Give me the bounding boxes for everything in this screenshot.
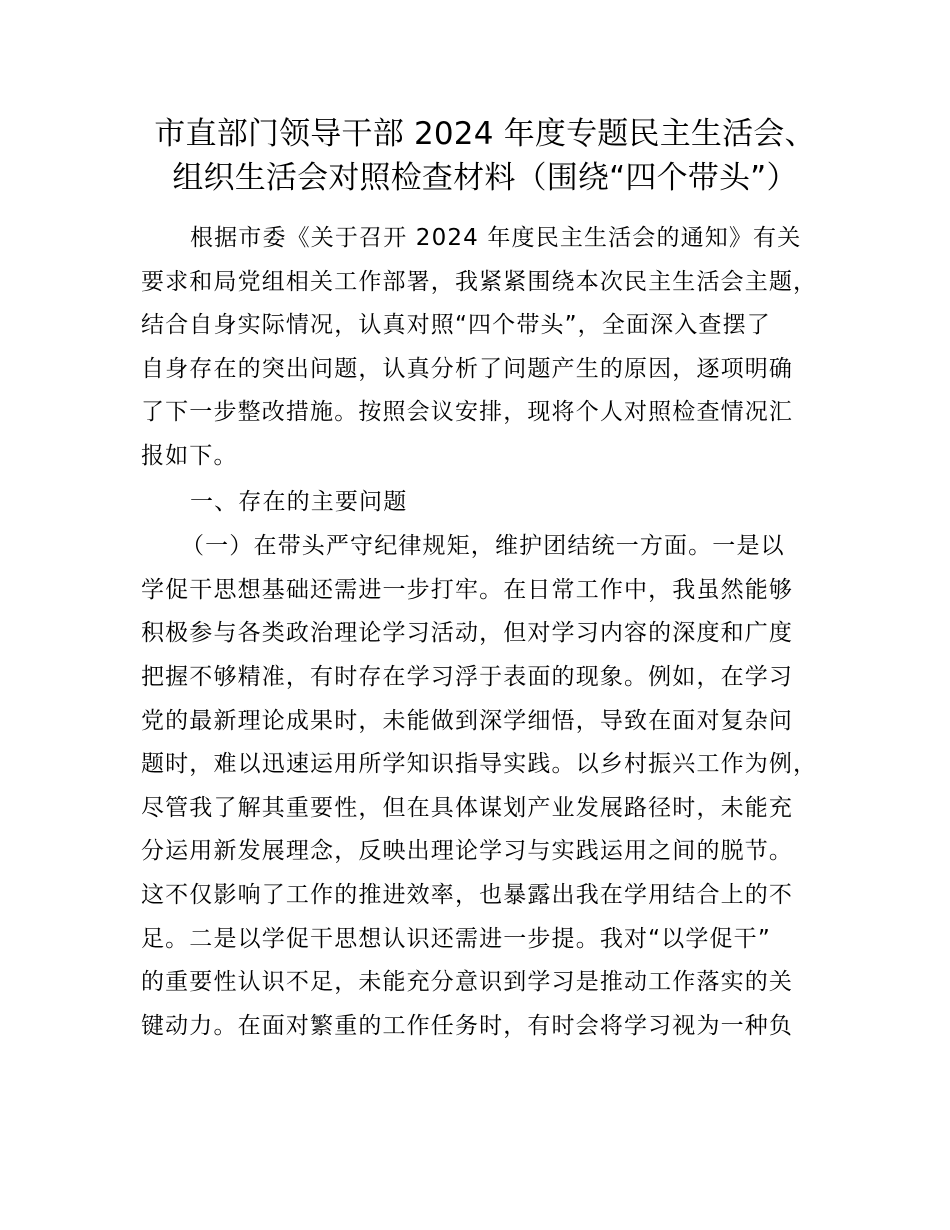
subsection-line: 把握不够精准，有时存在学习浮于表面的现象。例如，在学习 (141, 663, 794, 690)
document-title (140, 112, 830, 200)
subsection-line: 分运用新发展理念，反映出理论学习与实践运用之间的脱节。 (141, 838, 794, 865)
intro-line: 根据市委《关于召开 2024 年度民主生活会的通知》有关 (190, 225, 802, 251)
section-heading: 一、存在的主要问题 (190, 488, 408, 515)
subsection-line: 足。二是以学促干思想认识还需进一步提。我对“以学促干” (141, 925, 771, 952)
subsection-line: 学促干思想基础还需进一步打牢。在日常工作中，我虽然能够 (141, 576, 794, 603)
intro-line: 要求和局党组相关工作部署，我紧紧围绕本次民主生活会主题， (141, 268, 818, 295)
title-line-1: 市直部门领导干部 2024 年度专题民主生活会、 (154, 116, 816, 152)
subsection-line: 键动力。在面对繁重的工作任务时，有时会将学习视为一种负 (141, 1012, 794, 1039)
intro-paragraph (141, 217, 841, 479)
subsection-line: 的重要性认识不足，未能充分意识到学习是推动工作落实的关 (141, 969, 794, 996)
subsection-line: （一）在带头严守纪律规矩，维护团结统一方面。一是以 (181, 533, 785, 560)
subsection-line: 积极参与各类政治理论学习活动，但对学习内容的深度和广度 (141, 620, 794, 647)
intro-line: 自身存在的突出问题，认真分析了问题产生的原因，逐项明确 (141, 355, 794, 382)
subsection-line: 党的最新理论成果时，未能做到深学细悟，导致在面对复杂问 (141, 707, 794, 734)
subsection-paragraph (141, 525, 841, 1048)
subsection-line: 题时，难以迅速运用所学知识指导实践。以乡村振兴工作为例， (141, 751, 818, 778)
document-body (141, 217, 841, 1048)
intro-line: 报如下。 (141, 442, 238, 469)
subsection-line: 尽管我了解其重要性，但在具体谋划产业发展路径时，未能充 (141, 794, 794, 821)
subsection-line: 这不仅影响了工作的推进效率，也暴露出我在学用结合上的不 (141, 881, 794, 908)
intro-line: 了下一步整改措施。按照会议安排，现将个人对照检查情况汇 (141, 399, 794, 426)
title-line-2: 组织生活会对照检查材料（围绕“四个带头”） (172, 160, 798, 196)
intro-line: 结合自身实际情况，认真对照“四个带头”，全面深入查摆了 (141, 312, 771, 339)
